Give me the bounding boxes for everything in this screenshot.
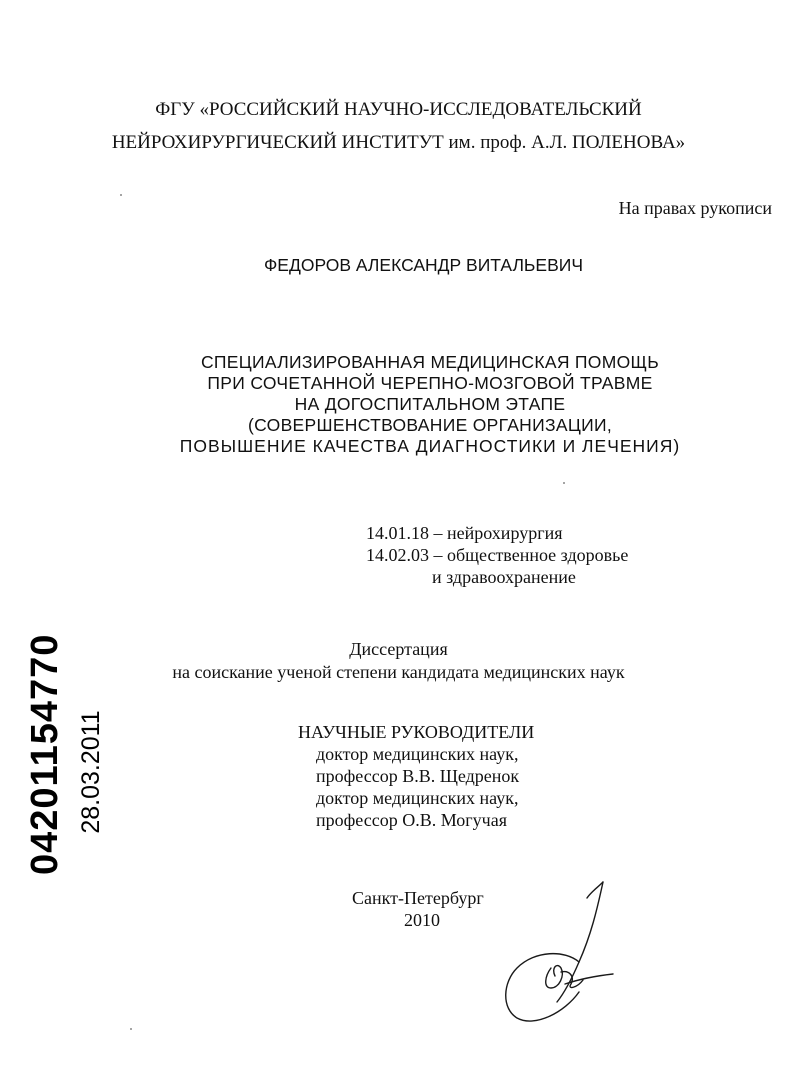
scan-speck (563, 482, 565, 484)
title-line: (СОВЕРШЕНСТВОВАНИЕ ОРГАНИЗАЦИИ, (247, 415, 612, 435)
signature-icon (495, 880, 625, 1030)
archive-date-stamp: 28.03.2011 (77, 710, 105, 834)
institution-line-2: НЕЙРОХИРУРГИЧЕСКИЙ ИНСТИТУТ им. проф. А.Л. ПОЛЕНОВА» (111, 132, 686, 153)
title-line: СПЕЦИАЛИЗИРОВАННАЯ МЕДИЦИНСКАЯ ПОМОЩЬ (200, 352, 659, 372)
dissertation-title (130, 352, 730, 457)
dissertation-label: Диссертация (349, 639, 448, 659)
title-line: НА ДОГОСПИТАЛЬНОМ ЭТАПЕ (294, 394, 566, 414)
institution-line-1: ФГУ «РОССИЙСКИЙ НАУЧНО-ИССЛЕДОВАТЕЛЬСКИЙ (155, 99, 642, 120)
supervisor-1-degree: доктор медицинских наук, (316, 744, 519, 764)
specialty-2-continued: и здравоохранение (432, 567, 576, 587)
degree-line: на соискание ученой степени кандидата медицинских наук (172, 662, 625, 682)
title-line: ПОВЫШЕНИЕ КАЧЕСТВА ДИАГНОСТИКИ И ЛЕЧЕНИЯ) (179, 436, 681, 456)
author-name: ФЕДОРОВ АЛЕКСАНДР ВИТАЛЬЕВИЧ (264, 255, 584, 275)
supervisor-2-degree: доктор медицинских наук, (316, 788, 519, 808)
scan-speck (130, 1028, 132, 1030)
specialty-2: 14.02.03 – общественное здоровье (366, 545, 629, 565)
supervisor-1-name: профессор В.В. Щедренок (316, 766, 520, 786)
year: 2010 (404, 910, 440, 930)
scan-speck (120, 194, 122, 196)
archive-number-stamp: 04201154770 (24, 633, 66, 875)
title-line: ПРИ СОЧЕТАННОЙ ЧЕРЕПНО-МОЗГОВОЙ ТРАВМЕ (207, 373, 653, 393)
specialty-1: 14.01.18 – нейрохирургия (366, 523, 563, 543)
place: Санкт-Петербург (352, 888, 484, 908)
manuscript-note: На правах рукописи (618, 198, 772, 218)
supervisor-2-name: профессор О.В. Могучая (316, 810, 507, 830)
supervisors-heading: НАУЧНЫЕ РУКОВОДИТЕЛИ (298, 722, 535, 742)
